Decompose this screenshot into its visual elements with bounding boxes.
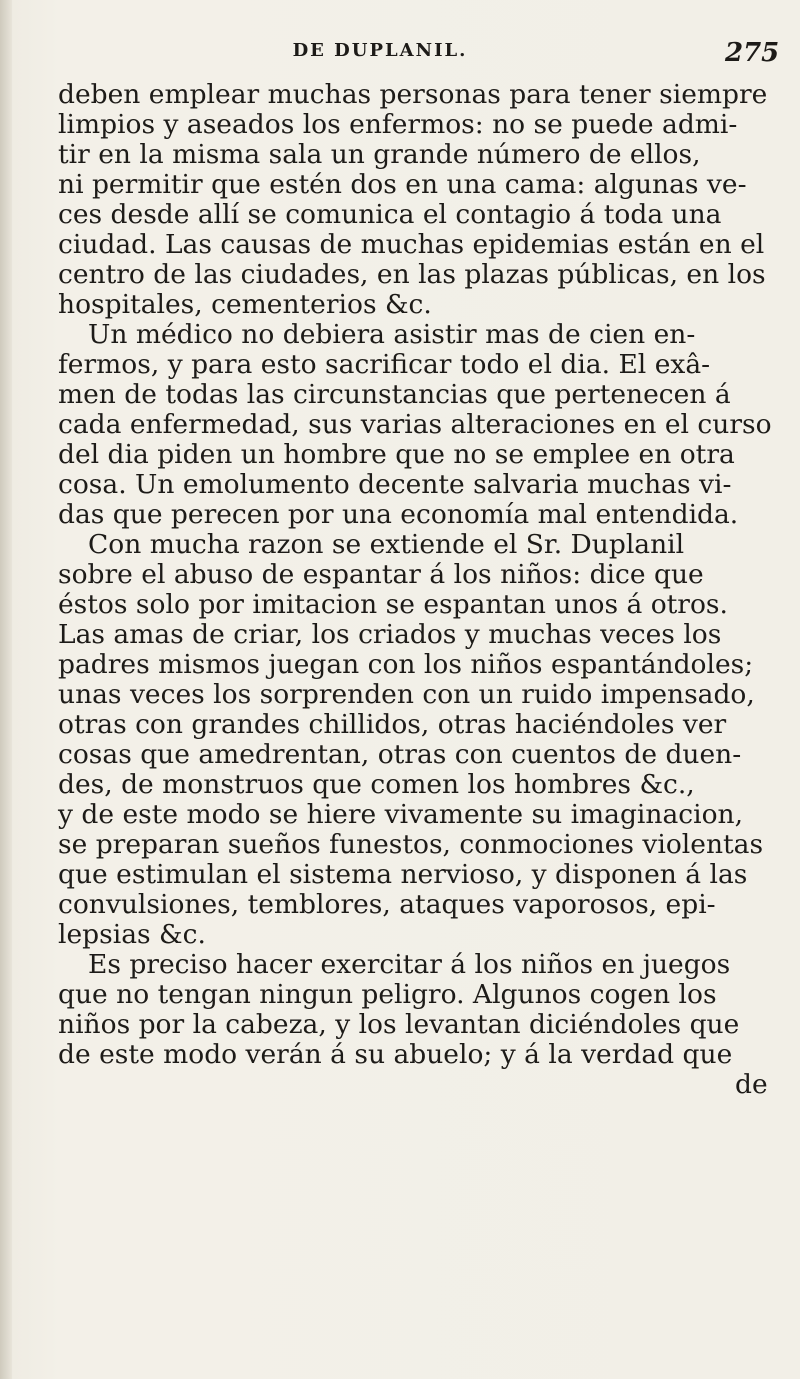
text-line: tir en la misma sala un grande número de ellos, (58, 139, 701, 170)
text-line: y de este modo se hiere vivamente su imaginacion, (58, 799, 744, 830)
text-line: men de todas las circunstancias que pertenecen á (58, 379, 731, 410)
text-line: Las amas de criar, los criados y muchas veces los (58, 619, 722, 650)
text-line: que no tengan ningun peligro. Algunos cogen los (58, 979, 717, 1010)
page-gutter (0, 0, 12, 1379)
text-line: ni permitir que estén dos en una cama: algunas ve- (58, 169, 747, 200)
text-line: de este modo verán á su abuelo; y á la verdad que (58, 1039, 733, 1070)
text-line: niños por la cabeza, y los levantan diciéndoles que (58, 1009, 740, 1040)
text-line: ciudad. Las causas de muchas epidemias están en el (58, 229, 765, 260)
text-line: cada enfermedad, sus varias alteraciones en el curso (58, 409, 772, 440)
text-line: limpios y aseados los enfermos: no se puede admi- (58, 109, 738, 140)
running-head: DE DUPLANIL. (292, 40, 468, 61)
text-line: Es preciso hacer exercitar á los niños en juegos (88, 949, 731, 980)
text-line: des, de monstruos que comen los hombres &c., (58, 769, 695, 800)
text-line: Con mucha razon se extiende el Sr. Duplanil (88, 529, 685, 560)
text-line: Un médico no debiera asistir mas de cien en- (88, 319, 696, 350)
text-line: del dia piden un hombre que no se emplee en otra (58, 439, 735, 470)
text-line: lepsias &c. (58, 919, 206, 950)
catchword: de (735, 1069, 768, 1100)
text-line: ces desde allí se comunica el contagio á toda una (58, 199, 722, 230)
text-line: fermos, y para esto sacrificar todo el dia. El exâ- (58, 349, 711, 380)
text-line: unas veces los sorprenden con un ruido impensado, (58, 679, 755, 710)
text-line: das que perecen por una economía mal entendida. (58, 499, 739, 530)
text-line: convulsiones, temblores, ataques vaporosos, epi- (58, 889, 716, 920)
text-line: se preparan sueños funestos, conmociones violentas (58, 829, 764, 860)
text-line: éstos solo por imitacion se espantan unos á otros. (58, 589, 728, 620)
text-line: que estimulan el sistema nervioso, y disponen á las (58, 859, 748, 890)
text-line: sobre el abuso de espantar á los niños: dice que (58, 559, 704, 590)
text-line: deben emplear muchas personas para tener siempre (58, 79, 768, 110)
text-line: padres mismos juegan con los niños espantándoles; (58, 649, 754, 680)
text-line: otras con grandes chillidos, otras haciéndoles ver (58, 709, 727, 740)
page-number: 275 (725, 38, 780, 68)
text-line: cosa. Un emolumento decente salvaria muchas vi- (58, 469, 732, 500)
text-line: hospitales, cementerios &c. (58, 289, 432, 320)
text-line: centro de las ciudades, en las plazas públicas, en los (58, 259, 766, 290)
text-line: cosas que amedrentan, otras con cuentos de duen- (58, 739, 742, 770)
